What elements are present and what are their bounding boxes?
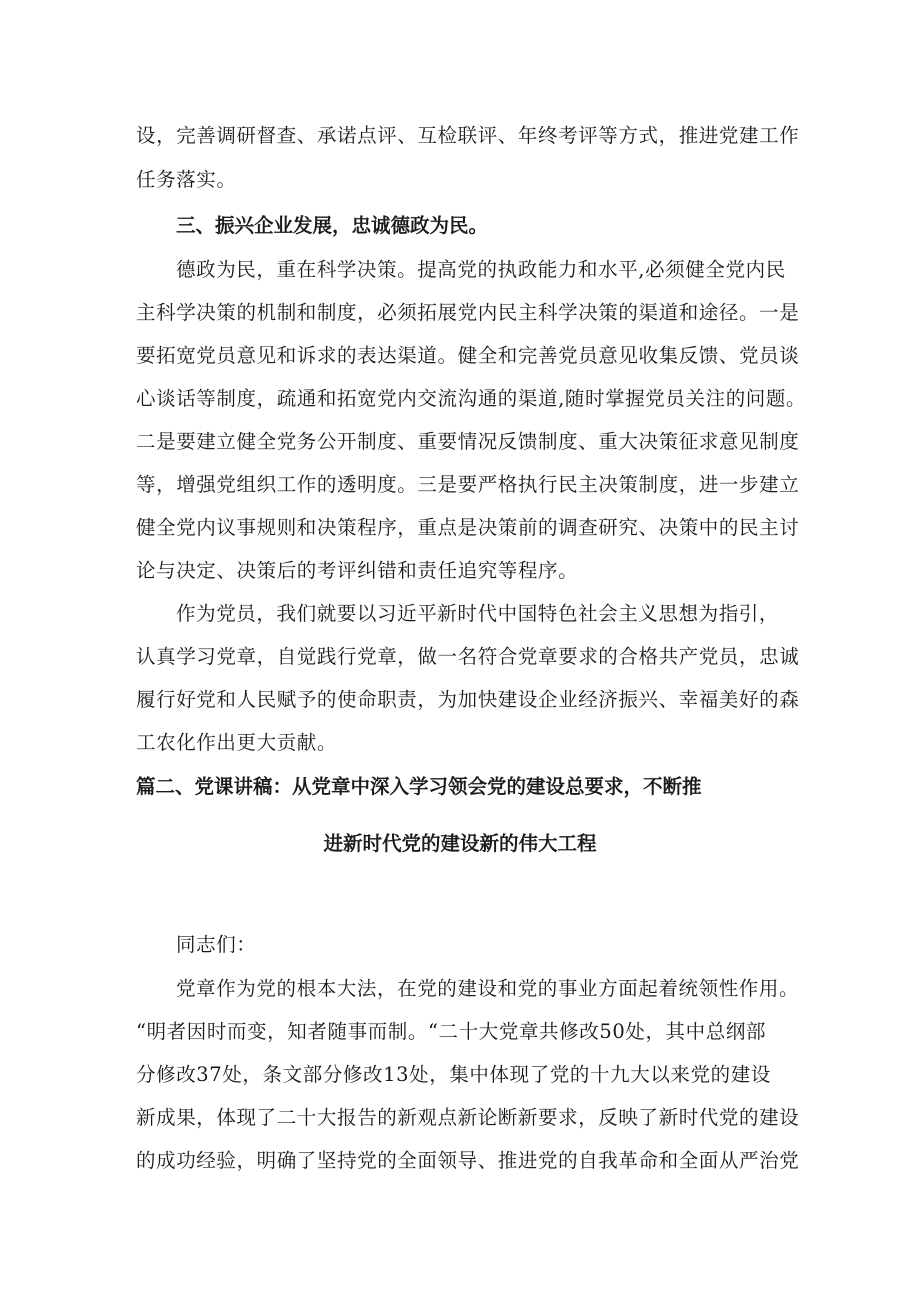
body-text-line: 任务落实。 <box>136 168 237 191</box>
article-title-line1: 篇二、党课讲稿：从党章中深入学习领会党的建设总要求，不断推 <box>136 775 702 798</box>
body-text-line: 健全党内议事规则和决策程序，重点是决策前的调查研究、决策中的民主讨 <box>136 516 800 539</box>
body-text-line: 心谈话等制度，疏通和拓宽党内交流沟通的渠道,随时掌握党员关注的问题。 <box>136 387 807 410</box>
body-text-line: 要拓宽党员意见和诉求的表达渠道。健全和完善党员意见收集反馈、党员谈 <box>136 344 800 367</box>
salutation: 同志们： <box>176 933 257 956</box>
body-text-line: 德政为民，重在科学决策。提高党的执政能力和水平,必须健全党内民 <box>176 258 786 281</box>
body-text-line: 履行好党和人民赋予的使命职责，为加快建设企业经济振兴、幸福美好的森 <box>136 688 800 711</box>
body-text-line: 的成功经验，明确了坚持党的全面领导、推进党的自我革命和全面从严治党 <box>136 1149 800 1172</box>
section-heading: 三、振兴企业发展，忠诚德政为民。 <box>176 214 489 237</box>
article-title-line2: 进新时代党的建设新的伟大工程 <box>323 832 597 855</box>
body-text-line: 等，增强党组织工作的透明度。三是要严格执行民主决策制度，进一步建立 <box>136 473 800 496</box>
body-text-line: 论与决定、决策后的考评纠错和责任追究等程序。 <box>136 559 579 582</box>
body-text-line: “明者因时而变，知者随事而制。“二十大党章共修改50处，其中总纲部 <box>136 1020 767 1043</box>
body-text-line: 党章作为党的根本大法，在党的建设和党的事业方面起着统领性作用。 <box>176 977 800 1000</box>
body-text-line: 认真学习党章，自觉践行党章，做一名符合党章要求的合格共产党员，忠诚 <box>136 645 800 668</box>
body-text-line: 作为党员，我们就要以习近平新时代中国特色社会主义思想为指引， <box>176 602 780 625</box>
body-text-line: 工农化作出更大贡献。 <box>136 731 338 754</box>
body-text-line: 主科学决策的机制和制度，必须拓展党内民主科学决策的渠道和途径。一是 <box>136 301 800 324</box>
body-text-line: 新成果，体现了二十大报告的新观点新论断新要求，反映了新时代党的建设 <box>136 1106 800 1129</box>
body-text-line: 二是要建立健全党务公开制度、重要情况反馈制度、重大决策征求意见制度 <box>136 430 800 453</box>
body-text-line: 设，完善调研督查、承诺点评、互检联评、年终考评等方式，推进党建工作 <box>136 124 800 147</box>
body-text-line: 分修改37处，条文部分修改13处，集中体现了党的十九大以来党的建设 <box>136 1063 771 1086</box>
